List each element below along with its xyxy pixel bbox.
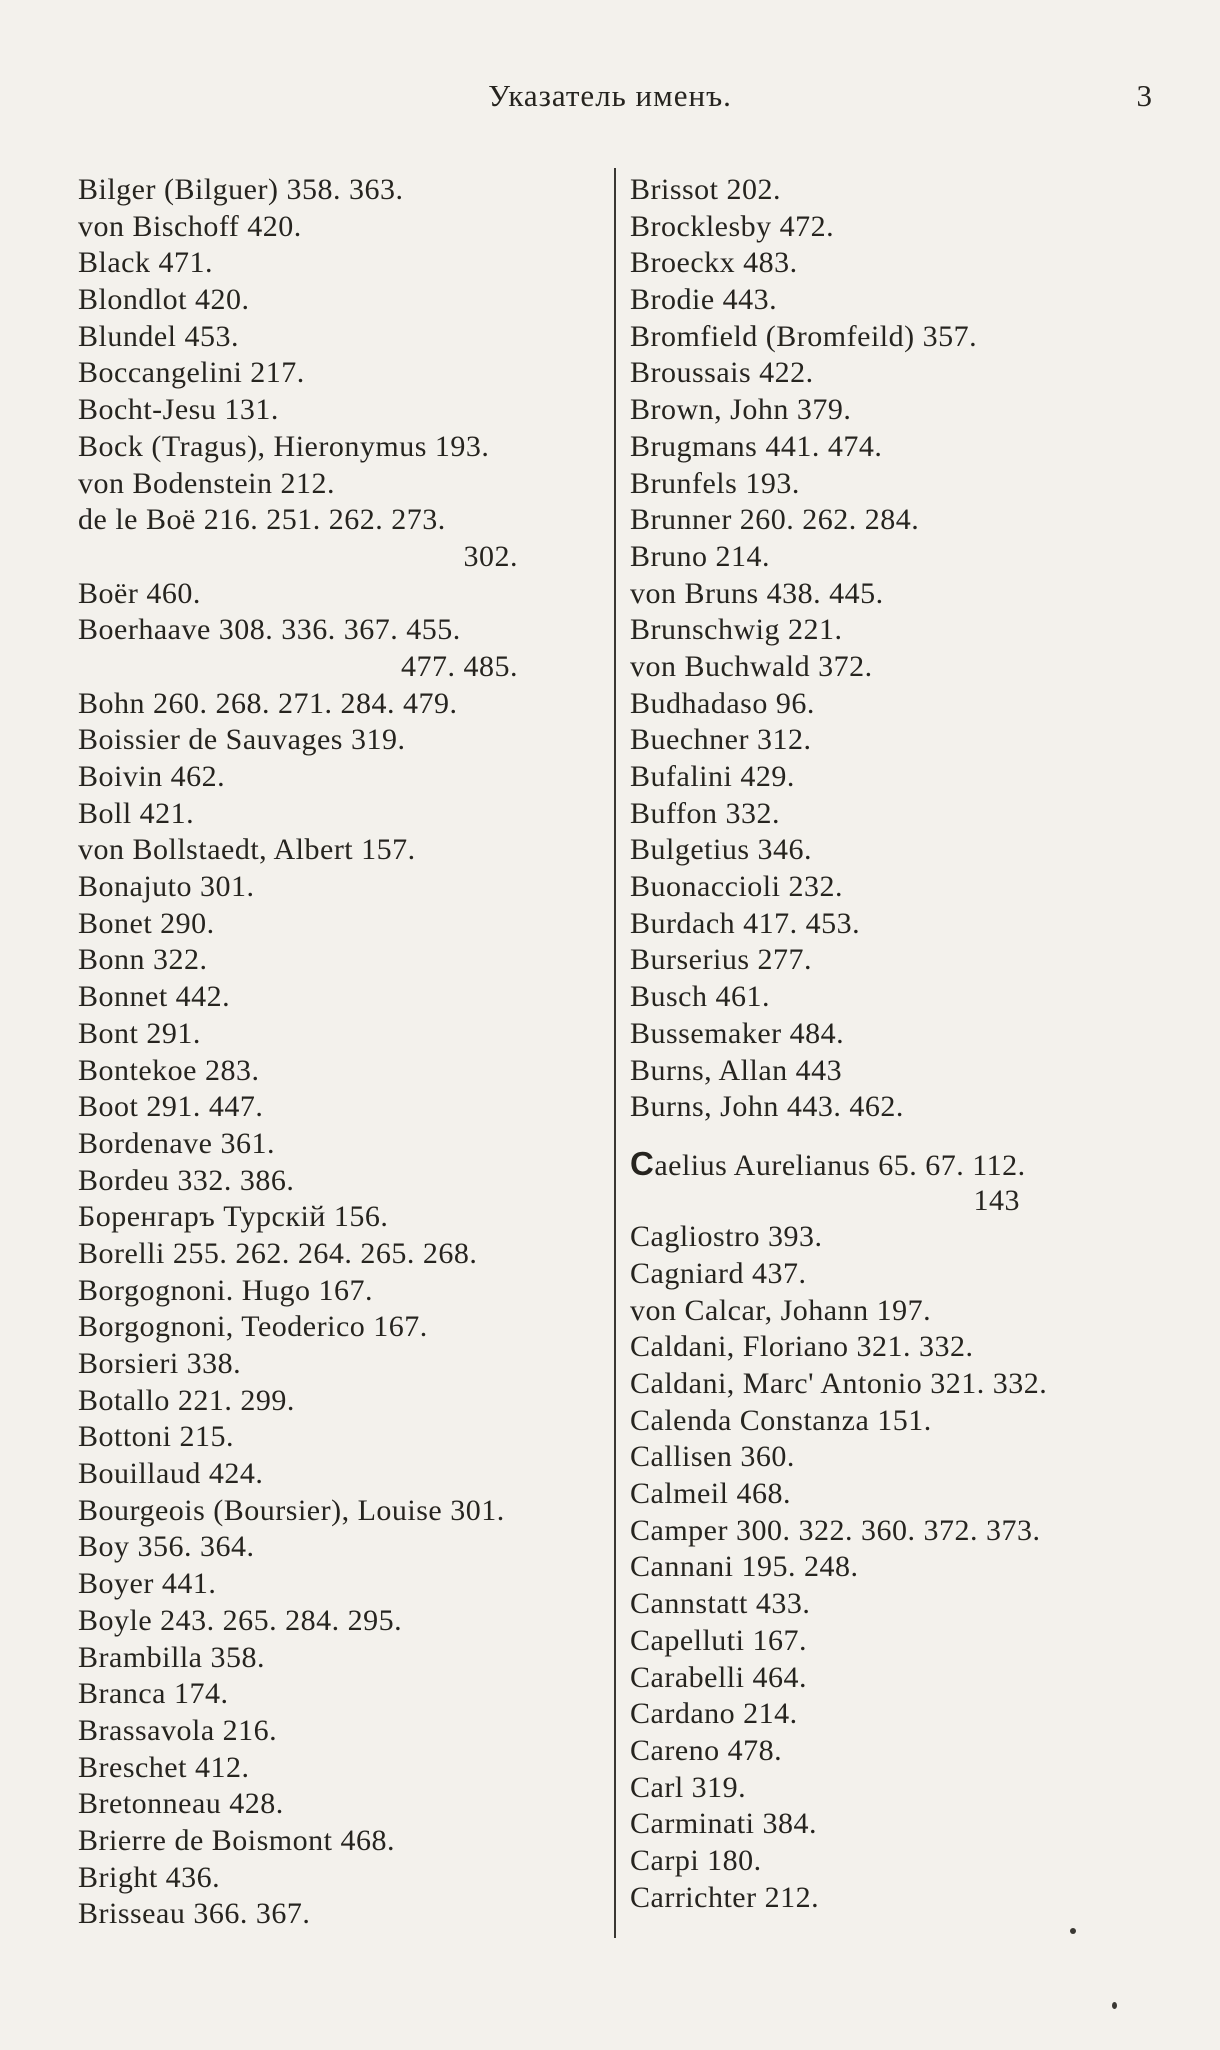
index-entry [78,1163,608,1200]
index-entry-text: Boerhaave 308. 336. 367. 455. [78,613,461,647]
index-entry-text: Brocklesby 472. [630,209,835,243]
index-entry [630,539,1170,576]
index-entry-text: Bussemaker 484. [630,1016,845,1050]
index-entry-text: Broussais 422. [630,356,814,390]
index-entry-text: von Calcar, Johann 197. [630,1293,932,1327]
index-entry [630,1293,1170,1330]
index-entry [630,649,1170,686]
page-header [0,78,1220,122]
index-entry-text: Brassavola 216. [78,1713,278,1747]
index-entry [78,979,608,1016]
index-entry-text: Burns, Allan 443 [630,1053,843,1087]
index-entry [630,1586,1170,1623]
index-entry-text: Brunfels 193. [630,466,800,500]
index-entry [630,1660,1170,1697]
index-entry-text: Buonaccioli 232. [630,870,843,904]
index-entry [630,1549,1170,1586]
index-entry [630,942,1170,979]
index-entry [78,1493,608,1530]
index-entry [630,832,1170,869]
index-entry-text: Broeckx 483. [630,246,798,280]
column-divider [614,168,616,1938]
index-entry [78,1896,608,1933]
index-entry [630,1366,1170,1403]
index-entry [78,1676,608,1713]
index-entry-text: von Bruns 438. 445. [630,576,884,610]
index-entry [78,1309,608,1346]
index-entry [630,1513,1170,1550]
index-entry [78,1126,608,1163]
index-entry [630,612,1170,649]
index-entry [630,979,1170,1016]
index-entry [78,355,608,392]
index-entry-text: Camper 300. 322. 360. 372. 373. [630,1513,1041,1547]
index-entry-text: Bufalini 429. [630,760,795,793]
index-entry [630,319,1170,356]
index-entry-text: Bromfield (Bromfeild) 357. [630,319,978,353]
index-entry [78,1713,608,1750]
index-entry-text: Brunschwig 221. [630,613,843,647]
index-entry-text: Boccangelini 217. [78,356,305,390]
index-entry-text: Bonn 322. [78,943,208,977]
index-entry-text: Cannstatt 433. [630,1587,811,1621]
index-entry-text: Bouillaud 424. [78,1457,264,1491]
index-entry-text: Capelluti 167. [630,1623,807,1657]
page-number: 3 [1136,78,1152,113]
index-entry-text: Budhadaso 96. [630,686,815,720]
index-entry [78,1603,608,1640]
index-entry-text: Cardano 214. [630,1697,798,1731]
index-entry-text: Busch 461. [630,980,770,1014]
index-entry-text: Calenda Constanza 151. [630,1403,932,1437]
index-entry-text: von Bollstaedt, Albert 157. [78,833,416,867]
index-entry-text: von Bodenstein 212. [78,466,335,500]
index-entry-continuation [78,649,608,686]
index-entry [78,1419,608,1456]
index-entry [630,1219,1170,1256]
section-initial-letter: C [630,1144,655,1182]
index-entry-text: Brisseau 366. 367. [78,1897,311,1931]
index-entry [78,942,608,979]
index-entry-text: Careno 478. [630,1733,783,1767]
index-entry-text: Cagniard 437. [630,1256,807,1290]
index-entry-continuation [78,539,608,576]
index-entry-text: Bonet 290. [78,906,215,940]
index-entry-text: Carl 319. [630,1770,747,1804]
index-entry-text: Burserius 277. [630,943,812,977]
ink-speck [1112,2002,1117,2009]
index-entry [630,1146,1170,1183]
index-entry-text: Borsieri 338. [78,1347,242,1380]
index-entry-text: Carabelli 464. [630,1660,807,1694]
index-entry-text: Bonnet 442. [78,980,231,1014]
index-entry-text: Black 471. [78,246,213,280]
index-entry [78,1566,608,1603]
index-entry-text: Brunner 260. 262. 284. [630,503,920,537]
index-entry-text: Breschet 412. [78,1750,250,1784]
index-entry-text: Brown, John 379. [630,393,852,427]
index-entry-text: Carrichter 212. [630,1880,820,1914]
index-entry [630,906,1170,943]
index-entry-text: Borgognoni, Teoderico 167. [78,1310,428,1344]
index-entry-text: Boissier de Sauvages 319. [78,723,406,757]
index-entry [78,1750,608,1787]
index-entry [78,1089,608,1126]
index-entry [630,1089,1170,1126]
index-entry [78,1383,608,1420]
index-entry [630,1770,1170,1807]
index-entry-text: Bocht-Jesu 131. [78,393,279,427]
index-entry-text: Bontekoe 283. [78,1053,260,1087]
index-entry-text: Buechner 312. [630,723,812,757]
index-entry-text: Blundel 453. [78,319,239,353]
index-entry [630,1403,1170,1440]
index-entry [630,686,1170,723]
index-entry-text: Bulgetius 346. [630,833,813,867]
index-entry-text: Bohn 260. 268. 271. 284. 479. [78,686,458,720]
index-entry [78,245,608,282]
index-entry [630,282,1170,319]
index-entry-text: Bonajuto 301. [78,870,255,904]
index-entry-text: Callisen 360. [630,1440,795,1474]
index-entry [630,466,1170,503]
index-entry [78,1346,608,1383]
index-entry-text: Cagliostro 393. [630,1220,823,1254]
page-title: Указатель именъ. [488,78,732,113]
index-entry [78,1273,608,1310]
index-entry-text: Brambilla 358. [78,1640,265,1674]
index-entry [630,1733,1170,1770]
index-entry-text: Calmeil 468. [630,1477,791,1511]
index-entry-text: Bont 291. [78,1016,201,1050]
index-entry [630,1880,1170,1917]
index-entry [78,1016,608,1053]
index-entry-text: 143 [973,1183,1020,1217]
index-entry-text: Borgognoni. Hugo 167. [78,1273,373,1307]
index-entry [630,1623,1170,1660]
index-entry [78,576,608,613]
index-entry [630,209,1170,246]
index-entry-text: Bilger (Bilguer) 358. 363. [78,173,404,206]
index-entry [630,869,1170,906]
index-entry [630,1476,1170,1513]
index-entry-text: de le Boë 216. 251. 262. 273. [78,503,446,537]
index-entry-text: Bock (Tragus), Hieronymus 193. [78,429,490,463]
index-entry-text: Botallo 221. 299. [78,1383,295,1417]
index-entry-text: Carminati 384. [630,1807,817,1841]
index-entry [630,722,1170,759]
index-entry [78,1640,608,1677]
index-entry-text: Carpi 180. [630,1843,762,1877]
index-entry-text: Borelli 255. 262. 264. 265. 268. [78,1236,478,1270]
index-entry-text: Burns, John 443. 462. [630,1090,904,1124]
index-entry [630,1696,1170,1733]
index-entry [78,209,608,246]
index-entry [78,429,608,466]
index-entry-text: Boivin 462. [78,760,226,793]
index-entry-text: Bretonneau 428. [78,1787,284,1821]
index-entry-text: Cannani 195. 248. [630,1550,859,1584]
index-entry [630,429,1170,466]
index-entry-text: Bright 436. [78,1860,221,1894]
index-entry [630,1806,1170,1843]
index-entry-text: von Bischoff 420. [78,209,302,243]
index-entry [630,245,1170,282]
index-entry [78,392,608,429]
index-entry-text: von Buchwald 372. [630,649,873,683]
index-entry [630,1053,1170,1090]
index-entry [78,1053,608,1090]
index-entry [78,612,608,649]
index-entry [78,832,608,869]
index-entry-text: Boll 421. [78,796,195,830]
index-entry-text: Branca 174. [78,1677,229,1711]
index-entry-text: Caldani, Floriano 321. 332. [630,1330,974,1364]
index-entry [630,172,1170,209]
index-entry [630,1843,1170,1880]
index-entry [78,1786,608,1823]
index-entry-text: Boër 460. [78,576,201,610]
index-entry [630,759,1170,796]
index-entry-text: Bruno 214. [630,539,770,573]
index-entry [78,1529,608,1566]
index-entry-text: Burdach 417. 453. [630,906,861,940]
index-entry-text: Brierre de Boismont 468. [78,1823,395,1857]
index-entry-text: Bordenave 361. [78,1126,275,1160]
index-entry-text: Боренгаръ Турскiй 156. [78,1200,389,1234]
index-entry [78,319,608,356]
index-entry-text: Boot 291. 447. [78,1090,264,1124]
index-entry [78,906,608,943]
index-entry [78,282,608,319]
ink-speck [1070,1928,1076,1934]
index-entry [630,355,1170,392]
index-entry [78,466,608,503]
index-entry [78,1199,608,1236]
index-entry [630,502,1170,539]
index-column-left [78,172,608,1933]
index-entry-continuation [630,1183,1170,1220]
index-entry-text: 302. [463,539,518,573]
index-entry [630,1439,1170,1476]
index-entry-text: Boyle 243. 265. 284. 295. [78,1603,403,1637]
index-entry [78,869,608,906]
index-entry-text: 477. 485. [401,649,518,683]
index-entry-text: Bourgeois (Boursier), Louise 301. [78,1493,505,1527]
index-entry-text: Brissot 202. [630,173,782,206]
index-entry [630,576,1170,613]
index-entry [630,392,1170,429]
index-entry [78,1823,608,1860]
index-entry [78,1236,608,1273]
index-entry [78,1456,608,1493]
index-entry [78,1860,608,1897]
index-entry-text: Bordeu 332. 386. [78,1163,295,1197]
index-entry-text: Caldani, Marc' Antonio 321. 332. [630,1367,1048,1400]
index-column-right [630,172,1170,1916]
index-entry-text: Bottoni 215. [78,1420,235,1454]
index-entry-text: Blondlot 420. [78,283,250,317]
index-entry [78,759,608,796]
index-entry [78,722,608,759]
index-entry [78,796,608,833]
index-entry [78,172,608,209]
index-entry [78,502,608,539]
index-entry-text: Brugmans 441. 474. [630,429,883,463]
index-entry-text: Buffon 332. [630,796,780,830]
index-entry [630,1329,1170,1366]
index-entry [630,796,1170,833]
index-entry-text: aelius Aurelianus 65. 67. 112. [654,1148,1026,1182]
index-entry-text: Brodie 443. [630,283,778,317]
index-entry [78,686,608,723]
index-entry [630,1256,1170,1293]
index-entry [630,1016,1170,1053]
index-entry-text: Boy 356. 364. [78,1530,255,1564]
index-entry-text: Boyer 441. [78,1567,217,1601]
